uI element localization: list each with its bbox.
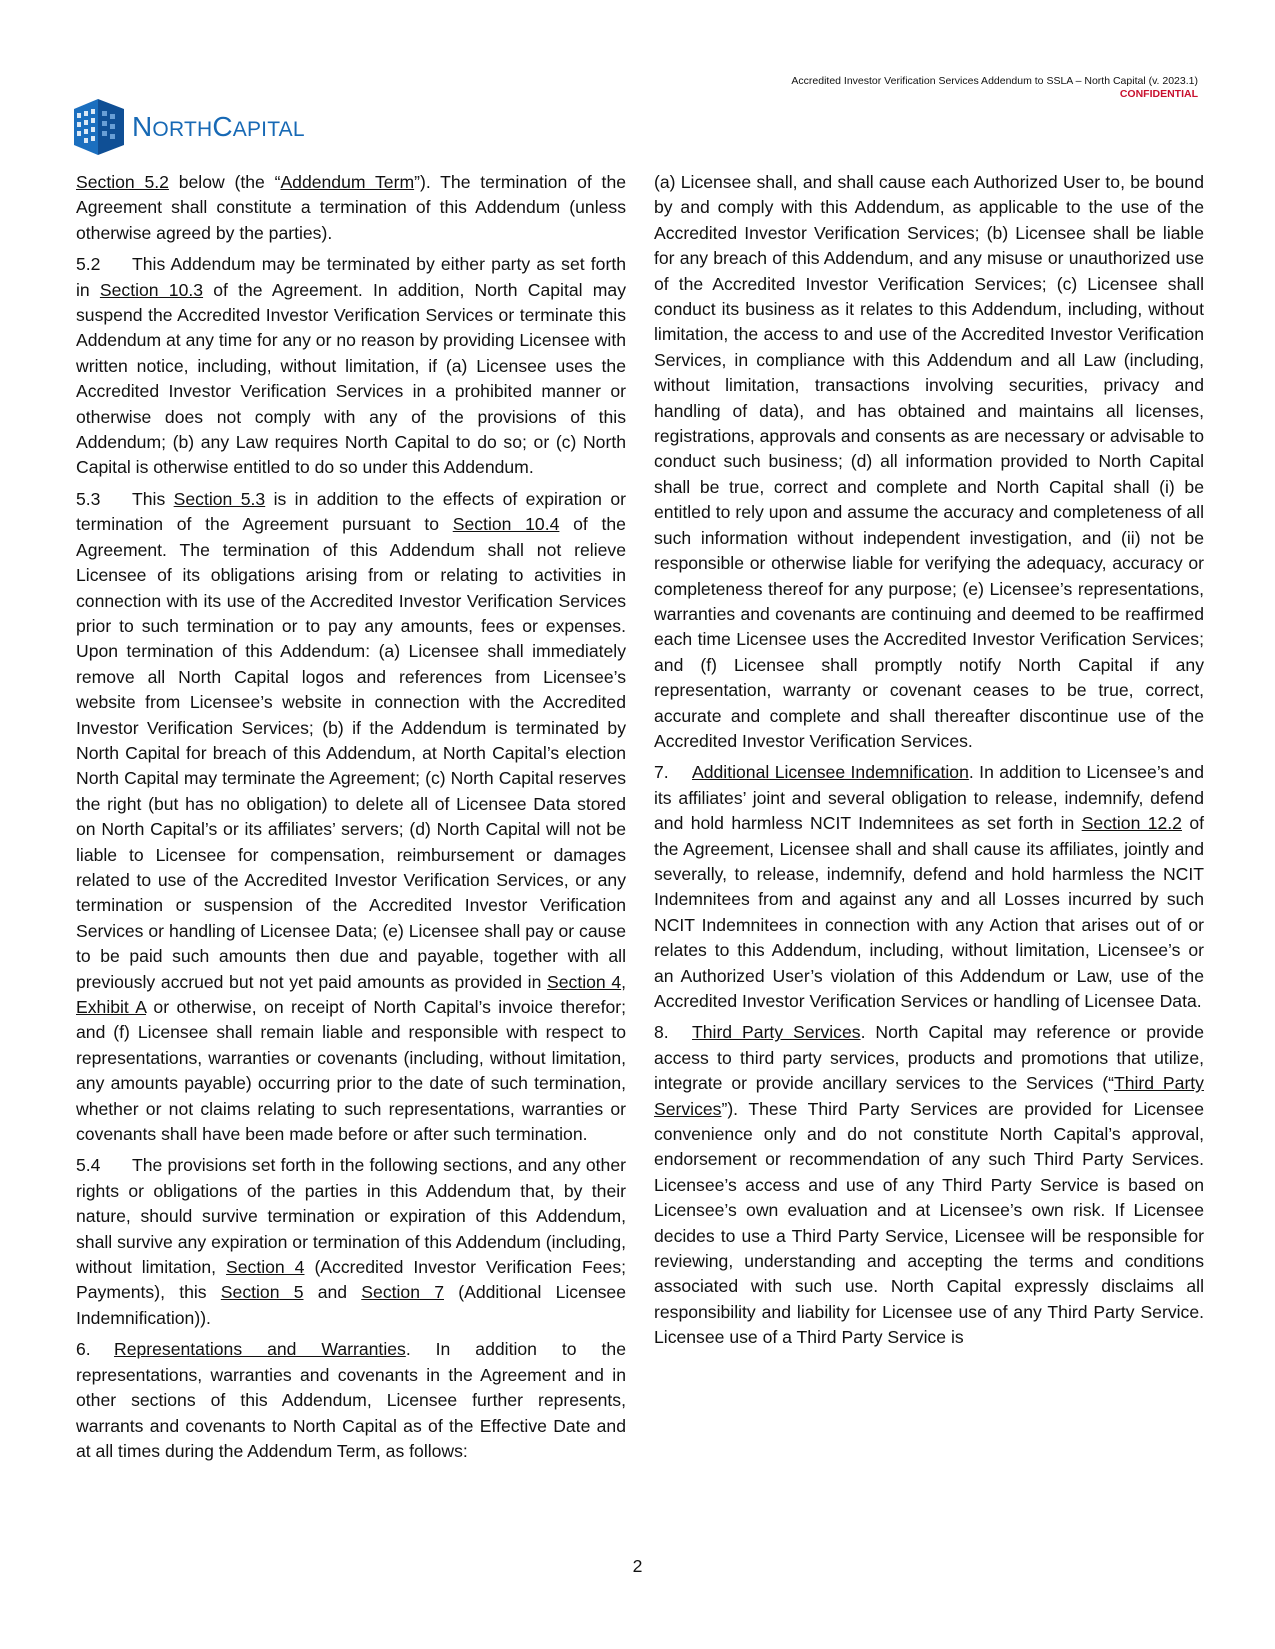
paragraph-5-2: 5.2 This Addendum may be terminated by either party as set forth in Section 10.3 of the Agreement. In addition, North Capital may suspend the Accredited Investor Verification Services or terminate this Addendum at any time for any or no reason by providing Licensee with written notice, including, without limitation, if (a) Licensee uses the Accredited Investor Verification Services in a prohibited manner or otherwise does not comply with any of the provisions of this Addendum; (b) any Law requires North Capital to do so; or (c) North Capital is otherwise entitled to do so under this Addendum.: [76, 254, 626, 478]
paragraph-8: 8. Third Party Services. North Capital may reference or provide access to third party services, products and promotions that utilize, integrate or provide ancillary services to the Services (“Third Party Services”). These Third Party Services are provided for Licensee convenience only and do not constitute North Capital’s approval, endorsement or recommendation of any such Third Party Services. Licensee’s access and use of any Third Party Service is based on Licensee’s own evaluation and at Licensee’s own risk. If Licensee decides to use a Third Party Service, Licensee will be responsible for reviewing, understanding and accepting the terms and conditions associated with such use. North Capital expressly disclaims all responsibility and liability for Licensee use of any Third Party Service. Licensee use of a Third Party Service is: [654, 1022, 1204, 1348]
section-heading: Representations and Warranties: [114, 1339, 406, 1360]
section-heading: Third Party Services: [692, 1022, 861, 1043]
paragraph-addendum-term: Section 5.2 below (the “Addendum Term”). The termination of the Agreement shall constitute a termination of this Addendum (unless otherwise agreed by the parties).: [76, 172, 627, 243]
defined-term: Third Party Services: [654, 1073, 1204, 1119]
section-ref-link: Section 4: [547, 971, 622, 992]
right-column: [654, 170, 1204, 1357]
section-ref-link: Section 5: [220, 1282, 304, 1303]
paragraph-7: 7. Additional Licensee Indemnification. In addition to Licensee’s and its affiliates’ joint and several obligation to release, indemnify, defend and hold harmless NCIT Indemnitees as set forth in Section 12.2 of the Agreement, Licensee shall and shall cause its affiliates, jointly and severally, to release, indemnify, defend and hold harmless the NCIT Indemnitees from and against any and all Losses incurred by such NCIT Indemnitees in connection with any Action that arises out of or relates to this Addendum, including, without limitation, Licensee’s or an Authorized User’s violation of this Addendum or Law, use of the Accredited Investor Verification Services or handling of Licensee Data.: [654, 762, 1204, 1011]
section-ref-link: Section 10.4: [452, 514, 560, 535]
section-number: 8.: [654, 1022, 669, 1043]
section-heading: Additional Licensee Indemnification: [692, 762, 969, 783]
paragraph-6: 6. Representations and Warranties. In addition to the representations, warranties and covenants in the Agreement and in other sections of this Addendum, Licensee further represents, warrants and covenants to North Capital as of the Effective Date and at all times during the Addendum Term, as follows:: [76, 1339, 626, 1461]
paragraph-6-continued: (a) Licensee shall, and shall cause each Authorized User to, be bound by and comply with this Addendum, as applicable to the use of the Accredited Investor Verification Services; (b) Licensee shall be liable for any breach of this Addendum, and any misuse or unauthorized use of the Accredited Investor Verification Services; (c) Licensee shall conduct its business as it relates to this Addendum, including, without limitation, the access to and use of the Accredited Investor Verification Services, in compliance with this Addendum and all Law (including, without limitation, transactions involving securities, privacy and handling of data), and has obtained and maintains all licenses, registrations, approvals and consents as are necessary or advisable to conduct such business; (d) all information provided to North Capital shall be true, correct and complete and North Capital shall (i) be entitled to rely upon and assume the accuracy and completeness of all such information without independent investigation, and (ii) not be responsible or otherwise liable for verifying the adequacy, accuracy or completeness thereof for any purpose; (e) Licensee’s representations, warranties and covenants are continuing and deemed to be reaffirmed each time Licensee uses the Accredited Investor Verification Services; and (f) Licensee shall promptly notify North Capital if any representation, warranty or covenant ceases to be true, correct, accurate and complete and shall thereafter discontinue use of the Accredited Investor Verification Services.: [654, 172, 1204, 751]
section-number: 7.: [654, 762, 669, 783]
section-number: 5.2: [76, 254, 101, 275]
section-ref-link: Section 5.3: [173, 488, 266, 509]
header-title: Accredited Investor Verification Services Addendum to SSLA – North Capital (v. 2023.1): [791, 75, 1198, 87]
paragraph-5-3: 5.3 This Section 5.3 is in addition to the effects of expiration or termination of the Agreement pursuant to Section 10.4 of the Agreement. The termination of this Addendum shall not relieve Licensee of its obligations arising from or relating to activities in connection with its use of the Accredited Investor Verification Services prior to such termination or to pay any amounts, fees or expenses. Upon termination of this Addendum: (a) Licensee shall immediately remove all North Capital logos and references from Licensee’s website from Licensee’s website in connection with the Accredited Investor Verification Services; (b) if the Addendum is terminated by North Capital for breach of this Addendum, at North Capital’s election North Capital may terminate the Agreement; (c) North Capital reserves the right (but has no obligation) to delete all of Licensee Data stored on North Capital’s or its affiliates’ servers; (d) North Capital will not be liable to Licensee for compensation, reimbursement or damages related to use of the Accredited Investor Verification Services, or any termination or suspension of the Accredited Investor Verification Services or handling of Licensee Data; (e) Licensee shall pay or cause to be paid such amounts then due and payable, together with all previously accrued but not yet paid amounts as provided in Section 4, Exhibit A or otherwise, on receipt of North Capital’s invoice therefor; and (f) Licensee shall remain liable and responsible with respect to representations, warranties or covenants (including, without limitation, any amounts payable) occurring prior to the date of such termination, whether or not claims relating to such representations, warranties or covenants shall have been made before or after such termination.: [76, 488, 627, 1145]
confidential-label: CONFIDENTIAL: [1119, 88, 1198, 100]
left-column: [76, 170, 626, 1470]
north-capital-logo: [74, 99, 305, 155]
section-number: 5.4: [76, 1155, 101, 1176]
section-ref-link: Section 5.2: [76, 172, 169, 192]
defined-term: Addendum Term: [280, 172, 415, 192]
building-logo-icon: [74, 99, 124, 155]
logo-wordmark: NORTHCAPITAL: [132, 111, 305, 142]
section-ref-link: Section 12.2: [1081, 813, 1182, 834]
section-number: 6.: [76, 1339, 91, 1360]
section-ref-link: Section 10.3: [99, 279, 204, 300]
page-number: 2: [632, 1556, 643, 1576]
paragraph-5-4: 5.4 The provisions set forth in the following sections, and any other rights or obligations of the parties in this Addendum that, by their nature, should survive termination or expiration of this Addendum, shall survive any expiration or termination of this Addendum (including, without limitation, Section 4 (Accredited Investor Verification Fees; Payments), this Section 5 and Section 7 (Additional Licensee Indemnification)).: [76, 1155, 626, 1328]
section-number: 5.3: [76, 488, 101, 509]
exhibit-ref-link: Exhibit A: [76, 997, 147, 1017]
section-ref-link: Section 4: [226, 1257, 305, 1278]
document-header: [791, 75, 1198, 101]
section-ref-link: Section 7: [361, 1282, 444, 1303]
